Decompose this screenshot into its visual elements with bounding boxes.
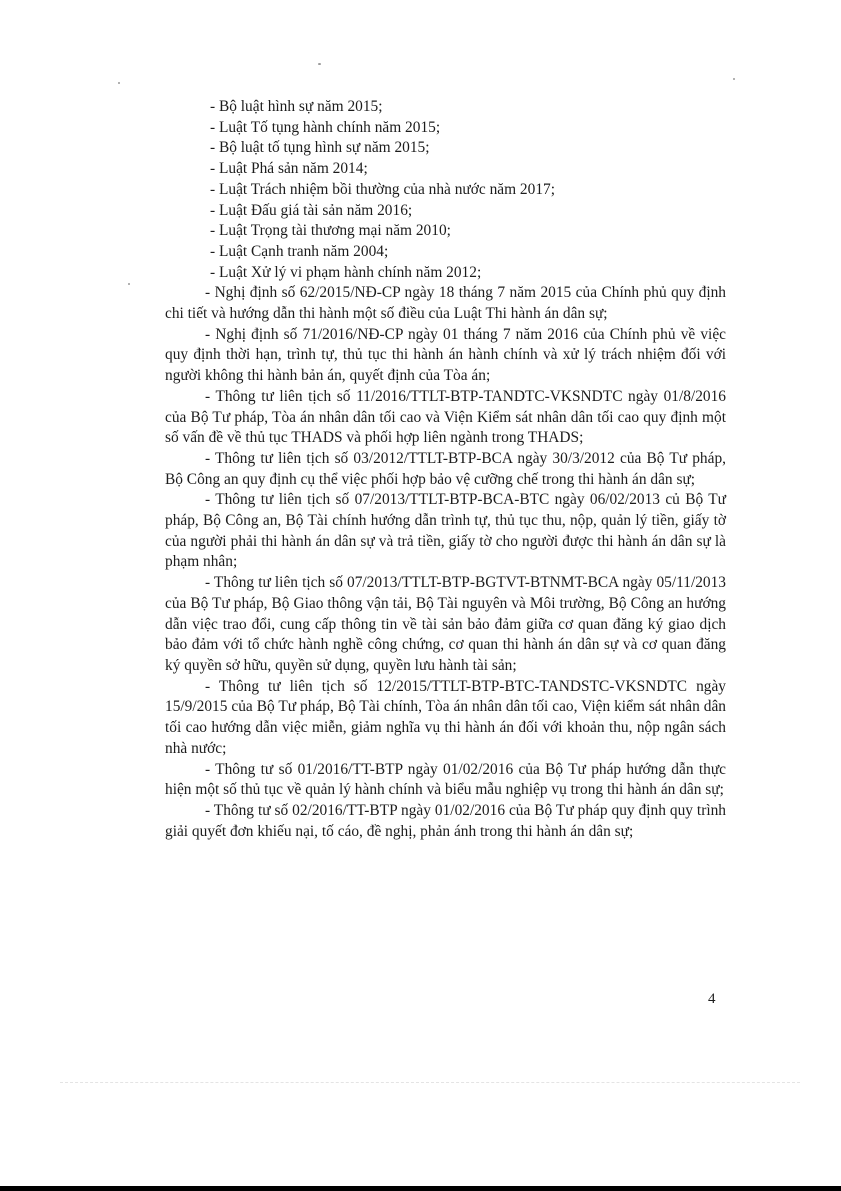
page-number: 4 [708,991,716,1007]
list-item: - Luật Xử lý vi phạm hành chính năm 2012; [210,263,482,281]
paragraph: - Thông tư liên tịch số 03/2012/TTLT-BTP-BCA ngày 30/3/2012 của Bộ Tư pháp, Bộ Công an quy định cụ thể việc phối hợp bảo vệ cưỡng chế trong thi hành án dân sự; [165,449,726,488]
scan-speck [733,78,735,80]
paragraph: - Thông tư liên tịch số 07/2013/TTLT-BTP-BCA-BTC ngày 06/02/2013 củ Bộ Tư pháp, Bộ Công an, Bộ Tài chính hướng dẫn trình tự, thủ tục thu, nộp, quản lý tiền, giấy tờ của người phải thi hành án dân sự và trả tiền, giấy tờ cho người được thi hành án dân sự là phạm nhân; [165,491,726,571]
scan-edge-bar [0,1186,841,1191]
bottom-rule [60,1082,800,1083]
scan-speck [128,283,130,285]
paragraph: - Thông tư số 02/2016/TT-BTP ngày 01/02/2016 của Bộ Tư pháp quy định quy trình giải quyết đơn khiếu nại, tố cáo, đề nghị, phản ánh trong thi hành án dân sự; [165,801,726,840]
paragraph: - Nghị định số 62/2015/NĐ-CP ngày 18 tháng 7 năm 2015 của Chính phủ quy định chi tiết và hướng dẫn thi hành một số điều của Luật Thi hành án dân sự; [165,284,726,323]
scan-speck [118,82,120,84]
paragraph: - Nghị định số 71/2016/NĐ-CP ngày 01 tháng 7 năm 2016 của Chính phủ về việc quy định thời hạn, trình tự, thủ tục thi hành án hành chính và xử lý trách nhiệm đối với người không thi hành bản án, quyết định của Tòa án; [165,325,726,385]
paragraph: - Thông tư liên tịch số 11/2016/TTLT-BTP-TANDTC-VKSNDTC ngày 01/8/2016 của Bộ Tư pháp, Tòa án nhân dân tối cao và Viện Kiểm sát nhân dân tối cao quy định một số vấn đề về thủ tục THADS và phối hợp liên ngành trong THADS; [165,387,726,447]
document-body [165,97,726,842]
list-item: - Bộ luật tố tụng hình sự năm 2015; [210,139,430,157]
list-item: - Luật Trách nhiệm bồi thường của nhà nước năm 2017; [210,180,555,198]
list-item: - Luật Cạnh tranh năm 2004; [210,242,389,260]
list-item: - Bộ luật hình sự năm 2015; [210,98,383,115]
paragraph: - Thông tư số 01/2016/TT-BTP ngày 01/02/2016 của Bộ Tư pháp hướng dẫn thực hiện một số thủ tục về quản lý hành chính và biểu mẫu nghiệp vụ trong thi hành án dân sự; [165,760,726,799]
paragraph: - Thông tư liên tịch số 07/2013/TTLT-BTP-BGTVT-BTNMT-BCA ngày 05/11/2013 của Bộ Tư pháp, Bộ Giao thông vận tải, Bộ Tài nguyên và Môi trường, Bộ Công an hướng dẫn việc trao đổi, cung cấp thông tin về tài sản bảo đảm giữa cơ quan đăng ký giao dịch bảo đảm với tổ chức hành nghề công chứng, cơ quan thi hành án dân sự và cơ quan đăng ký quyền sở hữu, quyền sử dụng, quyền lưu hành tài sản; [165,574,726,674]
paragraph: - Thông tư liên tịch số 12/2015/TTLT-BTP-BTC-TANDSTC-VKSNDTC ngày 15/9/2015 của Bộ Tư pháp, Bộ Tài chính, Tòa án nhân dân tối cao, Viện kiểm sát nhân dân tối cao hướng dẫn việc miễn, giảm nghĩa vụ thi hành án đối với khoản thu, nộp ngân sách nhà nước; [165,677,726,757]
list-item: - Luật Đấu giá tài sản năm 2016; [210,201,413,219]
list-item: - Luật Phá sản năm 2014; [210,160,368,178]
list-item: - Luật Tố tụng hành chính năm 2015; [210,118,441,136]
list-item: - Luật Trọng tài thương mại năm 2010; [210,222,451,240]
scan-speck [318,63,321,65]
